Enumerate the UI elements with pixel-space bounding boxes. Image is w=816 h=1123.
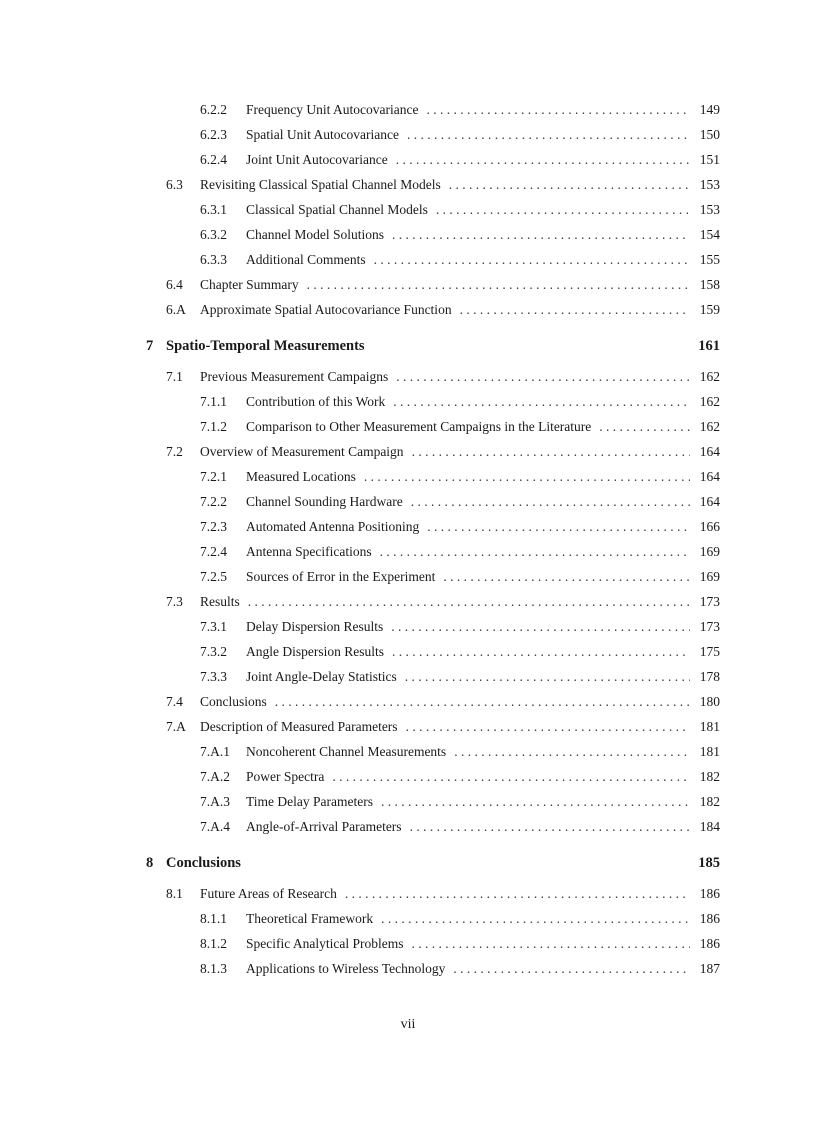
dot-leader <box>374 251 690 268</box>
dot-leader <box>393 393 689 410</box>
dot-leader <box>332 768 689 785</box>
toc-entry-number: 8 <box>146 855 154 871</box>
toc-entry-number: 7.2.1 <box>200 469 227 484</box>
dot-leader <box>453 960 689 977</box>
toc-entry-page-number: 166 <box>699 519 720 534</box>
dot-leader <box>275 693 690 710</box>
toc-entry-number: 7.3 <box>166 594 183 609</box>
toc-entry-title: Applications to Wireless Technology <box>246 961 446 976</box>
toc-entry-number: 8.1.3 <box>200 961 227 976</box>
toc-entry-title: Joint Angle-Delay Statistics <box>246 669 397 684</box>
toc-entry-title: Joint Unit Autocovariance <box>246 152 388 167</box>
toc-entry-page-number: 164 <box>699 494 720 509</box>
toc-subsection-entry[interactable] <box>0 222 816 247</box>
toc-entry-title: Contribution of this Work <box>246 394 386 409</box>
toc-subsection-entry[interactable] <box>0 739 816 764</box>
toc-entry-title: Angle Dispersion Results <box>246 644 384 659</box>
toc-entry-page-number: 184 <box>699 819 720 834</box>
toc-entry-number: 7.2.3 <box>200 519 227 534</box>
toc-subsection-entry[interactable] <box>0 464 816 489</box>
toc-entry-page-number: 186 <box>699 911 720 926</box>
toc-entry-title: Specific Analytical Problems <box>246 936 404 951</box>
dot-leader <box>392 226 690 243</box>
toc-section-entry[interactable] <box>0 714 816 739</box>
toc-entry-title: Noncoherent Channel Measurements <box>246 744 447 759</box>
dot-leader <box>443 568 689 585</box>
toc-entry-number: 7.2 <box>166 444 183 459</box>
toc-entry-number: 6.A <box>166 302 186 317</box>
toc-entry-title: Conclusions <box>166 855 241 871</box>
toc-entry-page-number: 158 <box>699 277 720 292</box>
toc-subsection-entry[interactable] <box>0 389 816 414</box>
dot-leader <box>454 743 690 760</box>
toc-entry-title: Sources of Error in the Experiment <box>246 569 436 584</box>
toc-entry-title: Previous Measurement Campaigns <box>200 369 389 384</box>
toc-entry-title: Classical Spatial Channel Models <box>246 202 428 217</box>
page-number-footer: vii <box>400 1017 416 1032</box>
toc-entry-page-number: 159 <box>699 302 720 317</box>
toc-entry-title: Channel Sounding Hardware <box>246 494 403 509</box>
toc-entry-number: 7.2.5 <box>200 569 227 584</box>
toc-chapter-entry[interactable] <box>0 334 816 361</box>
toc-entry-page-number: 175 <box>699 644 720 659</box>
toc-entry-number: 7.A.1 <box>200 744 230 759</box>
toc-entry-title: Comparison to Other Measurement Campaigns in the Literature <box>246 419 592 434</box>
toc-entry-title: Overview of Measurement Campaign <box>200 444 404 459</box>
toc-entry-number: 6.4 <box>166 277 183 292</box>
toc-entry-page-number: 162 <box>699 394 720 409</box>
toc-entry-number: 6.3 <box>166 177 183 192</box>
dot-leader <box>396 151 690 168</box>
toc-entry-page-number: 185 <box>698 855 720 871</box>
toc-entry-number: 7.A <box>166 719 186 734</box>
toc-entry-page-number: 164 <box>699 444 720 459</box>
toc-entry-title: Spatio-Temporal Measurements <box>166 338 365 354</box>
toc-section-entry[interactable] <box>0 589 816 614</box>
toc-entry-title: Description of Measured Parameters <box>200 719 398 734</box>
toc-entry-number: 7.A.3 <box>200 794 230 809</box>
toc-chapter-entry[interactable] <box>0 851 816 878</box>
toc-subsection-entry[interactable] <box>0 789 816 814</box>
toc-subsection-entry[interactable] <box>0 97 816 122</box>
toc-subsection-entry[interactable] <box>0 489 816 514</box>
toc-entry-page-number: 169 <box>699 569 720 584</box>
toc-entry-title: Antenna Specifications <box>246 544 372 559</box>
toc-entry-page-number: 162 <box>699 419 720 434</box>
toc-subsection-entry[interactable] <box>0 122 816 147</box>
toc-entry-number: 7.A.2 <box>200 769 230 784</box>
toc-entry-title: Approximate Spatial Autocovariance Function <box>200 302 452 317</box>
toc-entry-number: 8.1 <box>166 886 183 901</box>
toc-subsection-entry[interactable] <box>0 764 816 789</box>
toc-entry-number: 6.2.4 <box>200 152 227 167</box>
dot-leader <box>411 935 689 952</box>
toc-entry-page-number: 155 <box>699 252 720 267</box>
toc-entry-page-number: 149 <box>699 102 720 117</box>
toc-subsection-entry[interactable] <box>0 539 816 564</box>
toc-entry-page-number: 187 <box>699 961 720 976</box>
toc-entry-title: Theoretical Framework <box>246 911 374 926</box>
dot-leader <box>405 668 690 685</box>
toc-subsection-entry[interactable] <box>0 147 816 172</box>
toc-entry-title: Delay Dispersion Results <box>246 619 384 634</box>
dot-leader <box>406 718 690 735</box>
toc-entry-page-number: 186 <box>699 886 720 901</box>
dot-leader <box>411 493 690 510</box>
toc-entry-page-number: 151 <box>699 152 720 167</box>
toc-subsection-entry[interactable] <box>0 197 816 222</box>
toc-entry-page-number: 173 <box>699 619 720 634</box>
toc-entry-number: 7.2.2 <box>200 494 227 509</box>
toc-entry-number: 8.1.1 <box>200 911 227 926</box>
toc-entry-number: 7 <box>146 338 154 354</box>
toc-entry-title: Chapter Summary <box>200 277 299 292</box>
toc-entry-number: 8.1.2 <box>200 936 227 951</box>
toc-entry-title: Spatial Unit Autocovariance <box>246 127 399 142</box>
toc-entry-title: Additional Comments <box>246 252 366 267</box>
dot-leader <box>248 593 690 610</box>
toc-entry-number: 6.2.2 <box>200 102 227 117</box>
toc-entry-title: Conclusions <box>200 694 267 709</box>
toc-subsection-entry[interactable] <box>0 414 816 439</box>
dot-leader <box>381 793 690 810</box>
toc-entry-title: Future Areas of Research <box>200 886 337 901</box>
toc-entry-title: Results <box>200 594 240 609</box>
toc-entry-number: 7.3.3 <box>200 669 227 684</box>
toc-subsection-entry[interactable] <box>0 814 816 839</box>
dot-leader <box>460 301 690 318</box>
dot-leader <box>392 643 690 660</box>
toc-entry-title: Angle-of-Arrival Parameters <box>246 819 402 834</box>
toc-entry-title: Time Delay Parameters <box>246 794 373 809</box>
toc-entry-number: 7.2.4 <box>200 544 227 559</box>
toc-subsection-entry[interactable] <box>0 906 816 931</box>
toc-entry-page-number: 153 <box>699 177 720 192</box>
toc-entry-page-number: 162 <box>699 369 720 384</box>
toc-subsection-entry[interactable] <box>0 956 816 981</box>
dot-leader <box>345 885 690 902</box>
toc-entry-number: 7.3.1 <box>200 619 227 634</box>
toc-subsection-entry[interactable] <box>0 639 816 664</box>
toc-section-entry[interactable] <box>0 172 816 197</box>
toc-entry-page-number: 181 <box>699 719 720 734</box>
dot-leader <box>364 468 690 485</box>
toc-subsection-entry[interactable] <box>0 564 816 589</box>
dot-leader <box>412 443 690 460</box>
dot-leader <box>410 818 690 835</box>
dot-leader <box>436 201 690 218</box>
toc-subsection-entry[interactable] <box>0 664 816 689</box>
toc-entry-page-number: 150 <box>699 127 720 142</box>
toc-entry-page-number: 154 <box>699 227 720 242</box>
toc-entry-page-number: 164 <box>699 469 720 484</box>
dot-leader <box>426 101 689 118</box>
dot-leader <box>396 368 690 385</box>
toc-entry-number: 6.2.3 <box>200 127 227 142</box>
dot-leader <box>427 518 690 535</box>
toc-section-entry[interactable] <box>0 439 816 464</box>
dot-leader <box>391 618 690 635</box>
toc-entry-number: 6.3.2 <box>200 227 227 242</box>
toc-entry-page-number: 182 <box>699 794 720 809</box>
toc-entry-page-number: 182 <box>699 769 720 784</box>
toc-entry-number: 7.1.1 <box>200 394 227 409</box>
toc-subsection-entry[interactable] <box>0 247 816 272</box>
toc-entry-number: 7.4 <box>166 694 183 709</box>
toc-entry-number: 6.3.1 <box>200 202 227 217</box>
toc-entry-number: 7.A.4 <box>200 819 230 834</box>
dot-leader <box>407 126 690 143</box>
dot-leader <box>381 910 690 927</box>
dot-leader <box>449 176 690 193</box>
toc-subsection-entry[interactable] <box>0 514 816 539</box>
toc-entry-page-number: 178 <box>699 669 720 684</box>
toc-entry-page-number: 186 <box>699 936 720 951</box>
toc-section-entry[interactable] <box>0 297 816 322</box>
toc-entry-page-number: 181 <box>699 744 720 759</box>
toc-subsection-entry[interactable] <box>0 931 816 956</box>
toc-entry-title: Frequency Unit Autocovariance <box>246 102 419 117</box>
toc-entry-number: 7.1 <box>166 369 183 384</box>
toc-entry-number: 7.3.2 <box>200 644 227 659</box>
toc-entry-number: 6.3.3 <box>200 252 227 267</box>
toc-entry-title: Power Spectra <box>246 769 325 784</box>
toc-entry-page-number: 161 <box>698 338 720 354</box>
toc-section-entry[interactable] <box>0 689 816 714</box>
dot-leader <box>380 543 690 560</box>
toc-section-entry[interactable] <box>0 272 816 297</box>
dot-leader <box>599 418 689 435</box>
toc-entry-page-number: 153 <box>699 202 720 217</box>
dot-leader <box>307 276 690 293</box>
toc-section-entry[interactable] <box>0 364 816 389</box>
toc-entry-title: Automated Antenna Positioning <box>246 519 420 534</box>
toc-entry-page-number: 173 <box>699 594 720 609</box>
table-of-contents <box>0 97 816 981</box>
toc-section-entry[interactable] <box>0 881 816 906</box>
toc-entry-page-number: 169 <box>699 544 720 559</box>
toc-entry-title: Revisiting Classical Spatial Channel Models <box>200 177 441 192</box>
toc-entry-page-number: 180 <box>699 694 720 709</box>
toc-entry-title: Measured Locations <box>246 469 356 484</box>
toc-entry-number: 7.1.2 <box>200 419 227 434</box>
toc-entry-title: Channel Model Solutions <box>246 227 384 242</box>
toc-subsection-entry[interactable] <box>0 614 816 639</box>
